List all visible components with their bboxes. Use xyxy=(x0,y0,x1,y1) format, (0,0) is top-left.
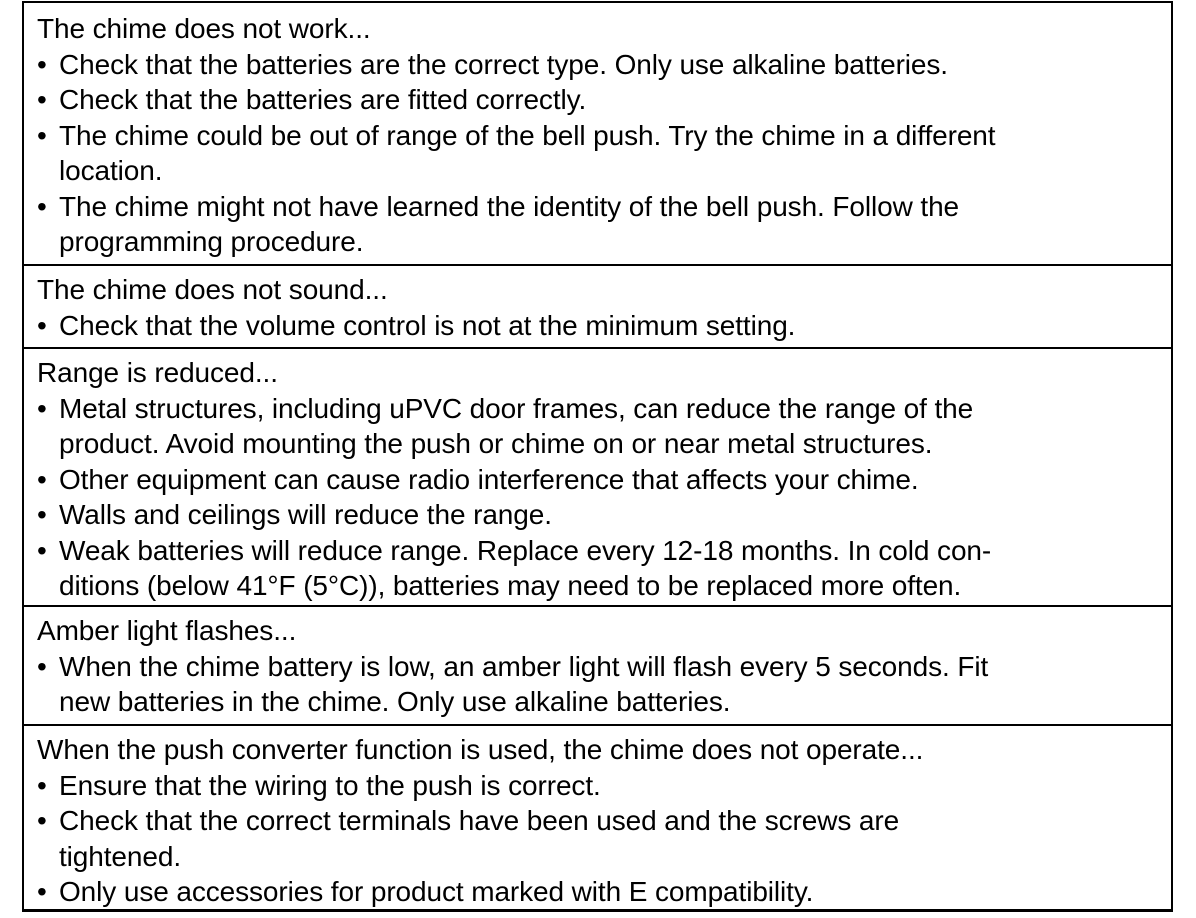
bullet-icon: • xyxy=(37,309,47,341)
bullet-icon: • xyxy=(37,769,47,801)
section-heading: Range is reduced... xyxy=(37,357,278,388)
bullet-icon: • xyxy=(37,805,47,836)
list-item-continuation: new batteries in the chime. Only use alkaline batteries. xyxy=(59,686,731,717)
list-item: • The chime might not have learned the identity of the bell push. Follow the xyxy=(37,189,1171,225)
list-item: • Other equipment can cause radio interference that affects your chime. xyxy=(37,462,1171,498)
section-range-reduced xyxy=(24,347,1171,604)
section-chime-does-not-work xyxy=(24,11,1171,260)
section-chime-does-not-sound xyxy=(24,264,1171,343)
bullet-icon: • xyxy=(37,84,47,115)
list-item-continuation: ditions (below 41°F (5°C)), batteries may need to be replaced more often. xyxy=(59,570,962,601)
bullet-icon: • xyxy=(37,650,47,682)
list-item: • Weak batteries will reduce range. Replace every 12-18 months. In cold con- xyxy=(37,533,1171,569)
section-heading: When the push converter function is used, the chime does not operate... xyxy=(37,734,924,765)
list-item: • Ensure that the wiring to the push is correct. xyxy=(37,768,1171,804)
bullet-icon: • xyxy=(37,48,47,80)
bullet-icon: • xyxy=(37,463,47,495)
list-item: • When the chime battery is low, an amber light will flash every 5 seconds. Fit xyxy=(37,649,1171,685)
list-item: • Check that the batteries are fitted correctly. xyxy=(37,82,1171,118)
bullet-icon: • xyxy=(37,119,47,151)
list-item: • Walls and ceilings will reduce the range. xyxy=(37,497,1171,533)
section-amber-light-flashes xyxy=(24,605,1171,720)
troubleshooting-table xyxy=(22,1,1173,912)
list-item: • Check that the correct terminals have been used and the screws are xyxy=(37,803,1171,839)
section-heading: The chime does not work... xyxy=(37,13,371,44)
section-heading: The chime does not sound... xyxy=(37,274,388,305)
list-item: • Metal structures, including uPVC door frames, can reduce the range of the xyxy=(37,391,1171,427)
list-item-continuation: location. xyxy=(59,155,163,186)
bullet-icon: • xyxy=(37,499,47,530)
bullet-icon: • xyxy=(37,534,47,566)
section-push-converter xyxy=(24,724,1171,910)
list-item: • Only use accessories for product marked with E compatibility. xyxy=(37,874,1171,910)
bullet-icon: • xyxy=(37,876,47,907)
list-item-continuation: programming procedure. xyxy=(59,226,364,257)
list-item-continuation: product. Avoid mounting the push or chime on or near metal structures. xyxy=(59,428,933,459)
list-item-continuation: tightened. xyxy=(59,840,181,872)
list-item: • The chime could be out of range of the bell push. Try the chime in a different xyxy=(37,118,1171,154)
section-heading: Amber light flashes... xyxy=(37,615,297,646)
list-item: • Check that the batteries are the correct type. Only use alkaline batteries. xyxy=(37,47,1171,83)
list-item: • Check that the volume control is not at the minimum setting. xyxy=(37,308,1171,344)
bullet-icon: • xyxy=(37,392,47,424)
bullet-icon: • xyxy=(37,190,47,222)
